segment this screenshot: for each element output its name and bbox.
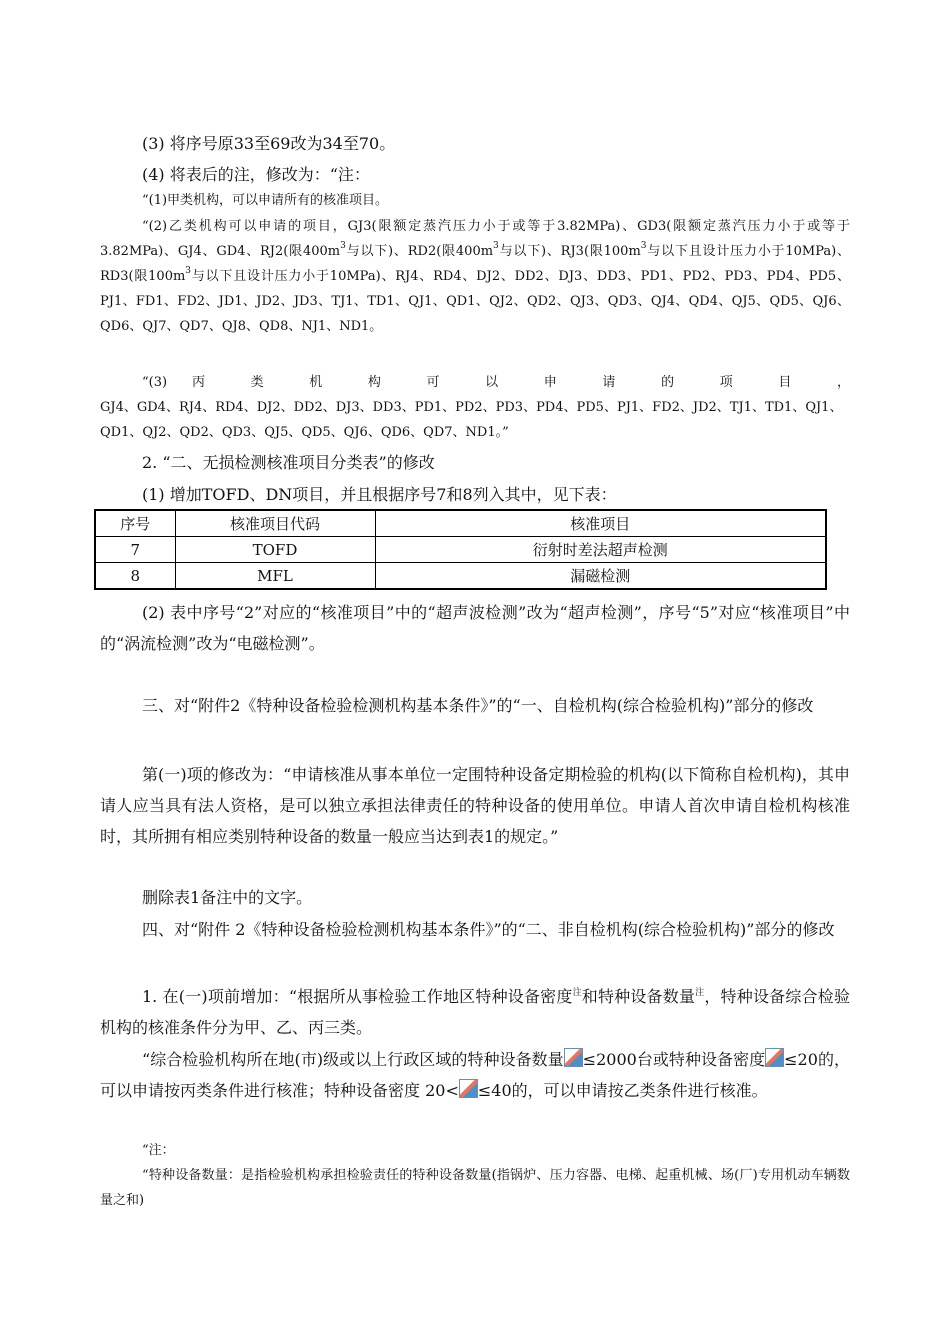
item-4: (4) 将表后的注，修改为：“注： <box>142 165 370 184</box>
note-2: “(2)乙类机构可以申请的项目，GJ3(限额定蒸汽压力小于或等于3.82MPa)、GD3(限额定蒸汽压力小于或等于3.82MPa)、GJ4、GD4、RJ2(限$400m^3$与以下)、RD2(限$400m^3$与以下)、RJ3(限$100m^3$与以下且设计压力小于10MPa)、RD3(限$100m^3$与以下且设计压力小于10MPa)、RJ4、RD4、DJ2、DD2、DJ3、DD3、PD1、PD2、PD3、PD4、PD5、PJ1、FD1、FD2、JD1、JD2、JD3、TJ1、TD1、QJ1、QD1、QJ2、QD2、QJ3、QD3、QJ4、QD4、QJ5、QD5、QJ6、QD6、QJ7、QD7、QJ8、QD8、NJ1、ND1。 <box>100 219 851 334</box>
section-4-para: “综合检验机构所在地(市)级或以上行政区域的特种设备数量 ≤2000台或特种设备密度 ≤20的，可以申请按丙类条件进行核准；特种设备密度 20< ≤40的，可以申请按乙类条件进行核准。 <box>100 1050 850 1100</box>
table-row <box>95 537 826 563</box>
table-cell: MFL <box>175 563 375 590</box>
inspection-items-table <box>94 509 827 590</box>
section-4-item-1: 1. 在(一)项前增加：“根据所从事检验工作地区特种设备密度$^注$和特种设备数量$^注$，特种设备综合检验机构的核准条件分为甲、乙、丙三类。 <box>100 987 850 1037</box>
section-2-item-2: (2) 表中序号“2”对应的“核准项目”中的“超声波检测”改为“超声检测”，序号“5”对应“核准项目”中的“涡流检测”改为“电磁检测”。 <box>100 603 850 653</box>
table-header-cell: 核准项目代码 <box>175 510 375 537</box>
note-3-head: “(3) 丙 类 机 构 可 以 申 请 的 项 目 ， <box>142 375 850 390</box>
table-cell: 衍射时差法超声检测 <box>375 537 826 563</box>
broken-image-icon <box>459 1079 478 1098</box>
table-cell: TOFD <box>175 537 375 563</box>
broken-image-icon <box>765 1048 784 1067</box>
table-row <box>95 563 826 590</box>
section-3-para-1: 第(一)项的修改为：“申请核准从事本单位一定围特种设备定期检验的机构(以下简称自检机构)，其申请人应当具有法人资格，是可以独立承担法律责任的特种设备的使用单位。申请人首次申请自检机构核准时，其所拥有相应类别特种设备的数量一般应当达到表1的规定。” <box>100 765 850 846</box>
table-cell: 7 <box>95 537 175 563</box>
note-3-body: GJ4、GD4、RJ4、RD4、DJ2、DD2、DJ3、DD3、PD1、PD2、PD3、PD4、PD5、PJ1、FD2、JD2、TJ1、TD1、QJ1、QD1、QJ2、QD2、QD3、QJ5、QD5、QJ6、QD6、QD7、ND1。” <box>100 400 843 440</box>
section-4-title: 四、对“附件 2《特种设备检验检测机构基本条件》”的“二、非自检机构(综合检验机构)”部分的修改 <box>142 920 835 939</box>
table-cell: 8 <box>95 563 175 590</box>
note-equipment-count: “特种设备数量：是指检验机构承担检验责任的特种设备数量(指锅炉、压力容器、电梯、起重机械、场(厂)专用机动车辆数量之和) <box>100 1168 850 1208</box>
table-cell: 漏磁检测 <box>375 563 826 590</box>
broken-image-icon <box>564 1048 583 1067</box>
section-2-item-1: (1) 增加TOFD、DN项目，并且根据序号7和8列入其中，见下表： <box>142 485 617 504</box>
table-header-cell: 序号 <box>95 510 175 537</box>
note-1: “(1)甲类机构，可以申请所有的核准项目。 <box>142 193 389 208</box>
note-label: “注： <box>142 1143 175 1158</box>
section-2-title: 2. “二、无损检测核准项目分类表”的修改 <box>142 453 435 472</box>
table-header-row <box>95 510 826 537</box>
section-3-para-2: 删除表1备注中的文字。 <box>142 888 313 907</box>
table-header-cell: 核准项目 <box>375 510 826 537</box>
section-3-title: 三、对“附件2《特种设备检验检测机构基本条件》”的“一、自检机构(综合检验机构)”部分的修改 <box>142 696 814 715</box>
item-3: (3) 将序号原33至69改为34至70。 <box>142 134 396 153</box>
